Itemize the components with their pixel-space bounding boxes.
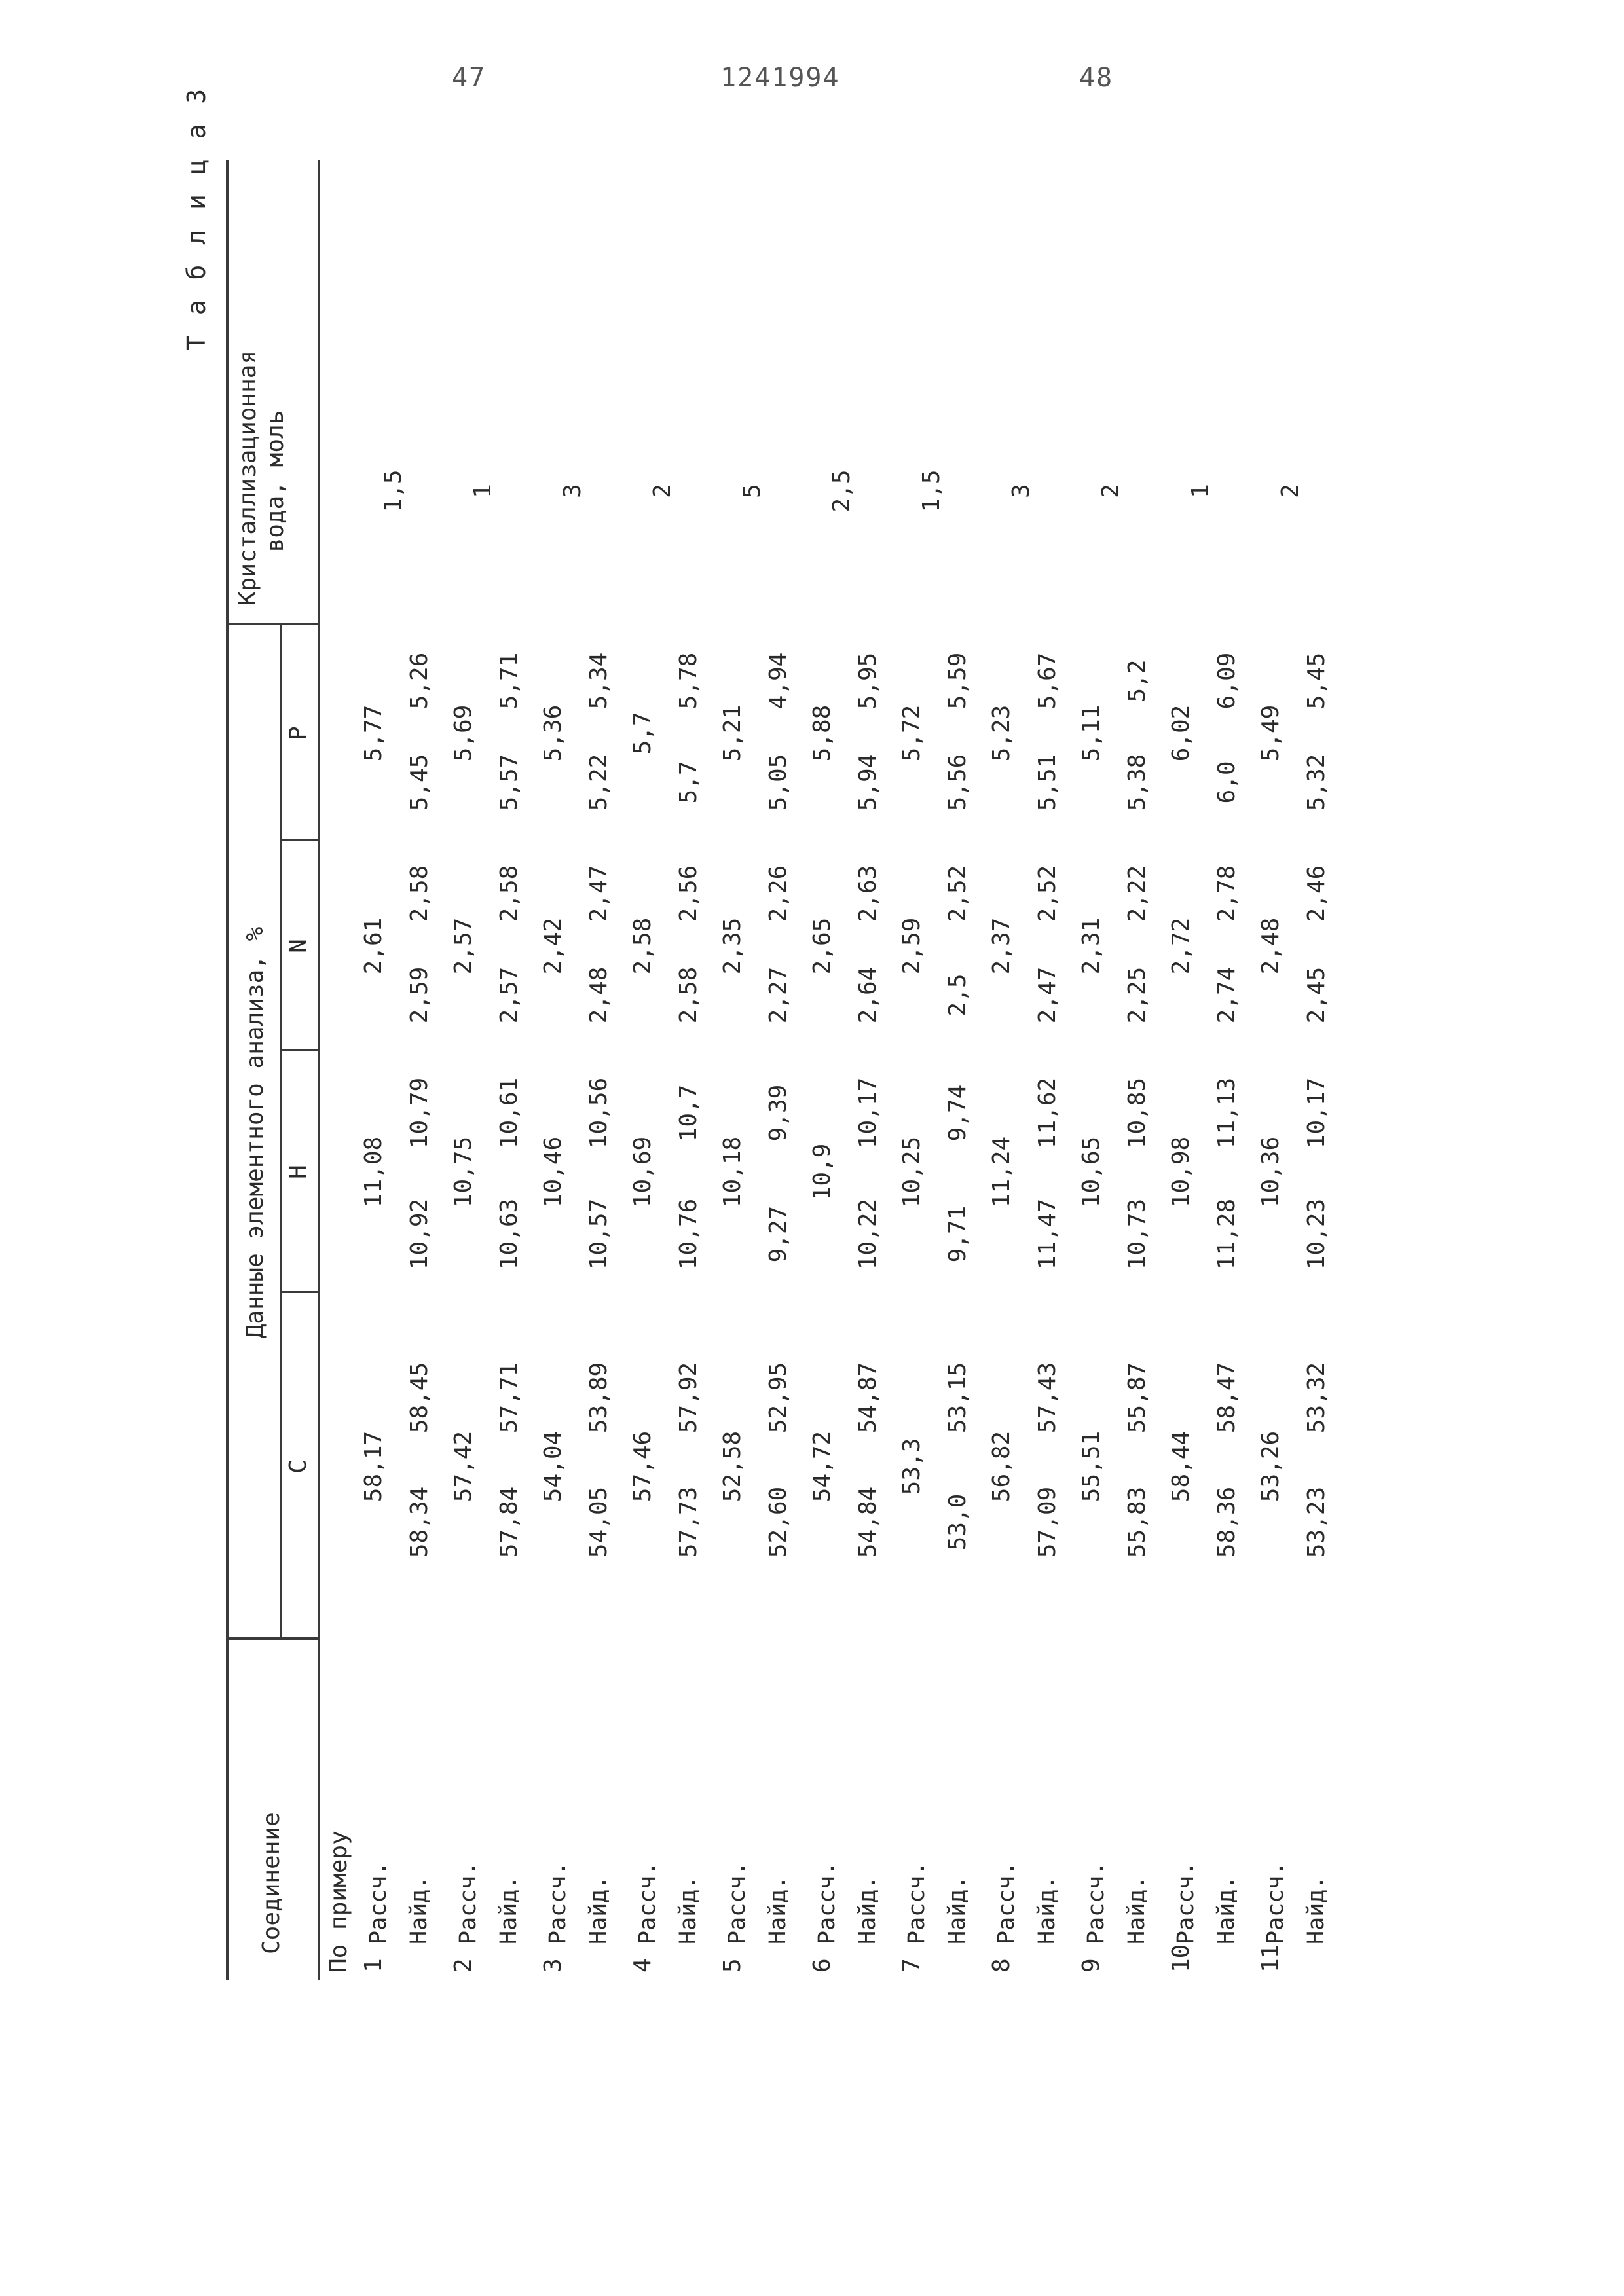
page-number-right: 48	[1079, 63, 1114, 93]
p-found-2: 5,34	[585, 652, 612, 710]
table-row	[1251, 160, 1339, 1980]
water-value: 1	[470, 484, 496, 498]
h-found-2: 9,74	[944, 1084, 971, 1142]
found-label: Найд.	[1213, 1875, 1240, 1944]
h-found-2: 10,56	[585, 1077, 612, 1149]
c-found-2: 57,43	[1034, 1362, 1061, 1434]
p-calc: 5,88	[809, 704, 836, 762]
n-found-2: 2,58	[496, 865, 523, 922]
n-found-2: 2,52	[1034, 865, 1061, 922]
row-number: 3	[540, 1958, 566, 1973]
table-row	[1161, 160, 1249, 1980]
h-found-2: 10,85	[1124, 1077, 1151, 1149]
found-label: Найд.	[944, 1875, 970, 1944]
p-found-1: 5,7	[675, 761, 702, 804]
header-top-rule	[226, 160, 229, 1980]
c-found-2: 57,71	[496, 1362, 523, 1434]
h-calc: 10,75	[450, 1136, 477, 1208]
found-label: Найд.	[1303, 1875, 1329, 1944]
calc-label: Рассч.	[1083, 1861, 1109, 1944]
h-calc: 10,65	[1078, 1136, 1105, 1208]
calc-label: Рассч.	[904, 1861, 930, 1944]
calc-label: Рассч.	[1173, 1861, 1199, 1944]
c-found-2: 53,15	[944, 1362, 971, 1434]
p-found-2: 5,26	[406, 652, 433, 710]
n-found-1: 2,74	[1213, 966, 1240, 1024]
row-number: 10	[1168, 1944, 1194, 1973]
p-found-1: 5,56	[944, 754, 971, 811]
n-found-2: 2,52	[944, 865, 971, 922]
p-found-2: 5,78	[675, 652, 702, 710]
n-found-2: 2,58	[406, 865, 433, 922]
n-calc: 2,57	[450, 917, 477, 975]
row-number: 1	[360, 1958, 387, 1973]
p-found-1: 5,05	[765, 754, 792, 811]
n-found-1: 2,45	[1303, 966, 1330, 1024]
h-found-2: 9,39	[765, 1084, 792, 1142]
p-calc: 5,11	[1078, 704, 1105, 762]
p-found-2: 6,09	[1213, 652, 1240, 710]
h-calc: 10,69	[629, 1136, 656, 1208]
table-row	[1071, 160, 1160, 1980]
h-found-2: 10,17	[855, 1077, 881, 1149]
water-value: 1	[1187, 484, 1214, 498]
p-calc: 5,72	[898, 704, 925, 762]
sub-header-n: N	[285, 939, 312, 953]
n-calc: 2,37	[988, 917, 1015, 975]
header-mid-rule	[280, 625, 282, 1640]
c-found-2: 52,95	[765, 1362, 792, 1434]
p-calc: 6,02	[1168, 704, 1194, 762]
h-calc: 10,18	[719, 1136, 746, 1208]
col-analysis-header: Данные элементного анализа, %	[242, 926, 268, 1339]
table-row	[623, 160, 711, 1980]
row-number: 2	[450, 1958, 477, 1973]
water-value: 2	[1098, 484, 1124, 498]
c-found-2: 53,32	[1303, 1362, 1330, 1434]
header-divider-1	[226, 1637, 318, 1640]
c-calc: 56,82	[988, 1430, 1015, 1503]
n-found-2: 2,47	[585, 865, 612, 922]
calc-label: Рассч.	[545, 1861, 571, 1944]
c-found-2: 53,89	[585, 1362, 612, 1434]
h-calc: 11,24	[988, 1136, 1015, 1208]
found-label: Найд.	[1034, 1875, 1060, 1944]
h-found-2: 10,61	[496, 1077, 523, 1149]
h-found-2: 11,13	[1213, 1077, 1240, 1149]
p-found-2: 5,59	[944, 652, 971, 710]
n-found-1: 2,59	[406, 966, 433, 1024]
h-found-1: 10,23	[1303, 1198, 1330, 1270]
h-found-1: 9,71	[944, 1205, 971, 1263]
water-value: 2	[649, 484, 676, 498]
h-found-1: 11,47	[1034, 1198, 1061, 1270]
c-found-1: 55,83	[1124, 1486, 1151, 1558]
p-found-1: 5,57	[496, 754, 523, 811]
n-calc: 2,58	[629, 917, 656, 975]
water-value: 1,5	[918, 469, 945, 513]
c-found-1: 57,09	[1034, 1486, 1061, 1558]
n-calc: 2,35	[719, 917, 746, 975]
c-calc: 57,46	[629, 1430, 656, 1503]
p-found-1: 5,94	[855, 754, 881, 811]
c-calc: 54,04	[540, 1430, 566, 1503]
water-value: 2,5	[828, 469, 855, 513]
row-number: 11	[1257, 1944, 1284, 1973]
p-found-1: 5,32	[1303, 754, 1330, 811]
c-calc: 55,51	[1078, 1430, 1105, 1503]
table-row	[354, 160, 442, 1980]
n-calc: 2,72	[1168, 917, 1194, 975]
n-found-1: 2,47	[1034, 966, 1061, 1024]
header-divider-2	[280, 1291, 318, 1293]
h-found-2: 10,17	[1303, 1077, 1330, 1149]
calc-label: Рассч.	[993, 1861, 1020, 1944]
sub-header-p: Р	[285, 726, 312, 740]
p-found-1: 5,45	[406, 754, 433, 811]
water-value: 5	[739, 484, 766, 498]
p-found-2: 5,95	[855, 652, 881, 710]
h-found-1: 10,63	[496, 1198, 523, 1270]
n-found-1: 2,58	[675, 966, 702, 1024]
c-found-1: 57,84	[496, 1486, 523, 1558]
found-label: Найд.	[585, 1875, 612, 1944]
water-value: 2	[1277, 484, 1304, 498]
c-found-1: 53,23	[1303, 1486, 1330, 1558]
p-found-2: 5,45	[1303, 652, 1330, 710]
found-label: Найд.	[1124, 1875, 1150, 1944]
found-label: Найд.	[496, 1875, 522, 1944]
water-value: 3	[559, 484, 586, 498]
water-value: 1,5	[380, 469, 407, 513]
h-found-2: 10,7	[675, 1084, 702, 1142]
p-calc: 5,49	[1257, 704, 1284, 762]
c-found-1: 54,05	[585, 1486, 612, 1558]
header-divider-4	[280, 839, 318, 841]
table-row	[443, 160, 532, 1980]
h-found-1: 10,73	[1124, 1198, 1151, 1270]
h-calc: 10,36	[1257, 1136, 1284, 1208]
p-found-1: 5,22	[585, 754, 612, 811]
p-found-1: 5,38	[1124, 754, 1151, 811]
p-found-2: 4,94	[765, 652, 792, 710]
table-row	[802, 160, 891, 1980]
col-compound-header: Соединение	[258, 1812, 285, 1954]
row-number: 4	[629, 1958, 656, 1973]
n-found-2: 2,63	[855, 865, 881, 922]
h-found-1: 10,76	[675, 1198, 702, 1270]
found-label: Найд.	[675, 1875, 701, 1944]
p-calc: 5,21	[719, 704, 746, 762]
p-found-2: 5,2	[1124, 659, 1151, 702]
calc-label: Рассч.	[1263, 1861, 1289, 1944]
h-calc: 11,08	[360, 1136, 387, 1208]
n-calc: 2,42	[540, 917, 566, 975]
n-calc: 2,59	[898, 917, 925, 975]
water-value: 3	[1008, 484, 1035, 498]
sub-header-h: Н	[285, 1165, 312, 1179]
calc-label: Рассч.	[365, 1861, 392, 1944]
patent-number: 1241994	[720, 63, 840, 93]
p-calc: 5,36	[540, 704, 566, 762]
row-number: 9	[1078, 1958, 1105, 1973]
table-row	[533, 160, 621, 1980]
rotated-table	[177, 86, 1408, 1980]
found-label: Найд.	[855, 1875, 881, 1944]
row-number: 8	[988, 1958, 1015, 1973]
c-found-1: 54,84	[855, 1486, 881, 1558]
c-found-1: 53,0	[944, 1493, 971, 1551]
h-found-1: 11,28	[1213, 1198, 1240, 1270]
n-found-1: 2,5	[944, 974, 971, 1017]
n-calc: 2,48	[1257, 917, 1284, 975]
c-calc: 57,42	[450, 1430, 477, 1503]
p-calc: 5,77	[360, 704, 387, 762]
h-calc: 10,9	[809, 1143, 836, 1201]
table-row	[712, 160, 801, 1980]
table-caption: Т а б л и ц а 3	[182, 86, 211, 350]
c-calc: 52,58	[719, 1430, 746, 1503]
n-found-1: 2,27	[765, 966, 792, 1024]
n-found-2: 2,46	[1303, 865, 1330, 922]
c-found-1: 57,73	[675, 1486, 702, 1558]
found-label: Найд.	[765, 1875, 791, 1944]
calc-label: Рассч.	[814, 1861, 840, 1944]
header-divider-3	[280, 1049, 318, 1051]
sub-header-c: С	[285, 1459, 312, 1474]
n-found-2: 2,78	[1213, 865, 1240, 922]
n-found-2: 2,56	[675, 865, 702, 922]
c-calc: 54,72	[809, 1430, 836, 1503]
h-found-2: 10,79	[406, 1077, 433, 1149]
h-calc: 10,98	[1168, 1136, 1194, 1208]
calc-label: Рассч.	[455, 1861, 481, 1944]
h-found-2: 11,62	[1034, 1077, 1061, 1149]
c-found-1: 58,36	[1213, 1486, 1240, 1558]
p-calc: 5,23	[988, 704, 1015, 762]
p-calc: 5,7	[629, 712, 656, 755]
n-found-2: 2,22	[1124, 865, 1151, 922]
c-calc: 58,17	[360, 1430, 387, 1503]
c-found-1: 52,60	[765, 1486, 792, 1558]
h-calc: 10,25	[898, 1136, 925, 1208]
c-found-2: 58,45	[406, 1362, 433, 1434]
h-calc: 10,46	[540, 1136, 566, 1208]
p-found-1: 6,0	[1213, 761, 1240, 804]
c-found-2: 57,92	[675, 1362, 702, 1434]
n-found-1: 2,25	[1124, 966, 1151, 1024]
table-row	[892, 160, 980, 1980]
p-found-1: 5,51	[1034, 754, 1061, 811]
n-found-1: 2,57	[496, 966, 523, 1024]
n-calc: 2,31	[1078, 917, 1105, 975]
found-label: Найд.	[406, 1875, 432, 1944]
c-calc: 58,44	[1168, 1430, 1194, 1503]
n-calc: 2,61	[360, 917, 387, 975]
calc-label: Рассч.	[724, 1861, 750, 1944]
c-found-1: 58,34	[406, 1486, 433, 1558]
table-row	[982, 160, 1070, 1980]
c-found-2: 54,87	[855, 1362, 881, 1434]
header-divider-5	[226, 623, 318, 625]
row-number: 5	[719, 1958, 746, 1973]
row-number: 7	[898, 1958, 925, 1973]
h-found-1: 10,57	[585, 1198, 612, 1270]
c-calc: 53,3	[898, 1438, 925, 1495]
n-found-1: 2,48	[585, 966, 612, 1024]
c-found-2: 58,47	[1213, 1362, 1240, 1434]
p-calc: 5,69	[450, 704, 477, 762]
n-calc: 2,65	[809, 917, 836, 975]
p-found-2: 5,67	[1034, 652, 1061, 710]
n-found-2: 2,26	[765, 865, 792, 922]
h-found-1: 10,22	[855, 1198, 881, 1270]
h-found-1: 10,92	[406, 1198, 433, 1270]
n-found-1: 2,64	[855, 966, 881, 1024]
example-header: По примеру	[325, 1831, 352, 1973]
c-calc: 53,26	[1257, 1430, 1284, 1503]
header-bottom-rule	[318, 160, 320, 1980]
h-found-1: 9,27	[765, 1205, 792, 1263]
p-found-2: 5,71	[496, 652, 523, 710]
page-number-left: 47	[452, 63, 487, 93]
col-water-header: Кристаллизационная вода, моль	[234, 350, 289, 606]
calc-label: Рассч.	[635, 1861, 661, 1944]
row-number: 6	[809, 1958, 836, 1973]
c-found-2: 55,87	[1124, 1362, 1151, 1434]
